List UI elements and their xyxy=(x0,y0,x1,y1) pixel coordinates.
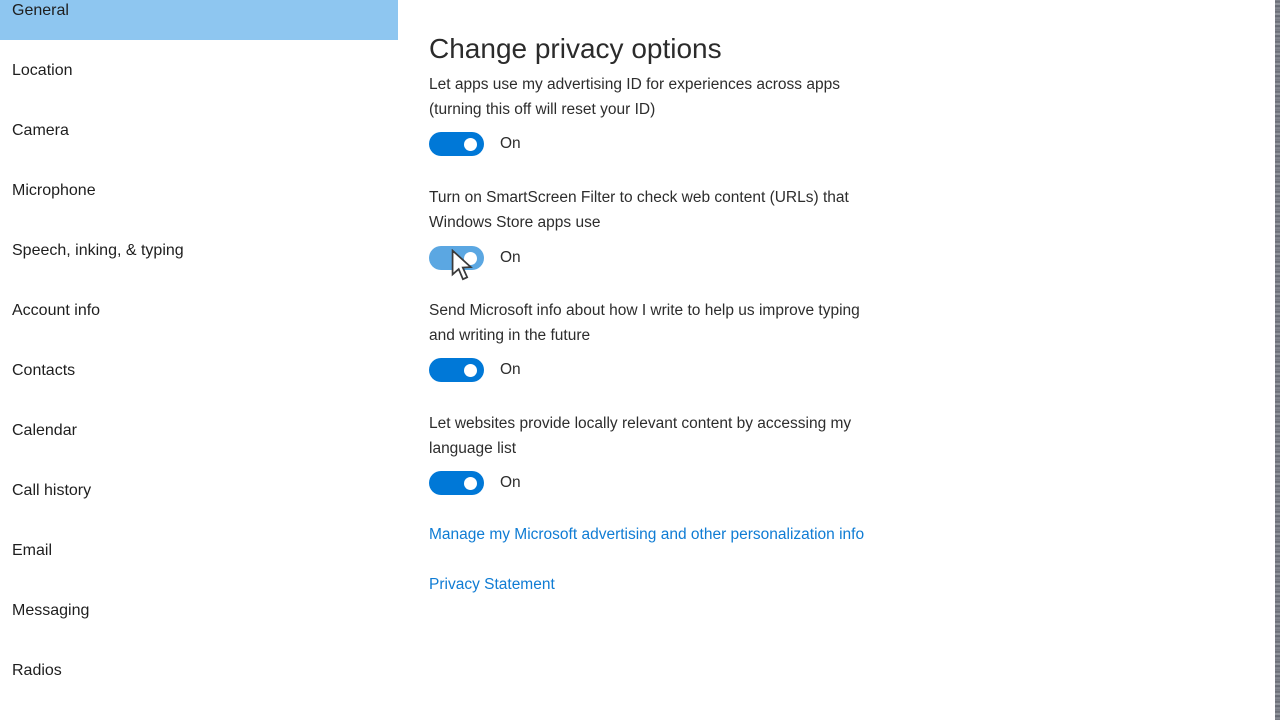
smartscreen-toggle-state: On xyxy=(500,249,521,266)
sidebar-item-messaging[interactable] xyxy=(0,600,398,640)
sidebar-item-label: Microphone xyxy=(12,182,96,199)
sidebar-item-email[interactable] xyxy=(0,540,398,580)
privacy-general-content xyxy=(429,0,1129,720)
sidebar-item-calendar[interactable] xyxy=(0,420,398,460)
sidebar-item-label: Account info xyxy=(12,302,101,319)
sidebar-item-label: General xyxy=(12,2,69,19)
setting-smartscreen-description: Turn on SmartScreen Filter to check web content (URLs) that xyxy=(429,189,849,206)
sidebar-item-label: Speech, inking, & typing xyxy=(12,242,184,259)
sidebar-item-call-history[interactable] xyxy=(0,480,398,520)
manage-advertising-info-link[interactable]: Manage my Microsoft advertising and other personalization info xyxy=(429,526,865,543)
setting-smartscreen-description: Windows Store apps use xyxy=(429,214,601,231)
typing-info-toggle[interactable] xyxy=(429,358,484,382)
page-title: Change privacy options xyxy=(429,32,722,64)
advertising-id-toggle-state: On xyxy=(500,135,521,152)
toggle-knob xyxy=(464,364,477,377)
setting-language-list-description: language list xyxy=(429,440,517,457)
sidebar-item-location[interactable] xyxy=(0,60,398,100)
smartscreen-toggle[interactable] xyxy=(429,246,484,270)
sidebar-item-label: Messaging xyxy=(12,602,90,619)
sidebar-item-label: Calendar xyxy=(12,422,77,439)
sidebar-item-label: Radios xyxy=(12,662,62,679)
toggle-knob xyxy=(464,477,477,490)
toggle-knob xyxy=(464,252,477,265)
sidebar-item-general[interactable] xyxy=(0,0,398,40)
sidebar-item-label: Email xyxy=(12,542,53,559)
setting-typing-info-description: and writing in the future xyxy=(429,327,591,344)
sidebar-item-label: Contacts xyxy=(12,362,76,379)
sidebar-item-speech-inking-typing[interactable] xyxy=(0,240,398,280)
sidebar-item-account-info[interactable] xyxy=(0,300,398,340)
setting-typing-info-description: Send Microsoft info about how I write to help us improve typing xyxy=(429,302,860,319)
sidebar-item-label: Call history xyxy=(12,482,92,499)
language-list-toggle-state: On xyxy=(500,474,521,491)
privacy-statement-link[interactable]: Privacy Statement xyxy=(429,576,555,593)
setting-language-list-description: Let websites provide locally relevant content by accessing my xyxy=(429,415,852,432)
setting-advertising-id-description: (turning this off will reset your ID) xyxy=(429,101,656,118)
sidebar-item-label: Camera xyxy=(12,122,69,139)
toggle-knob xyxy=(464,138,477,151)
screen-edge-artifact xyxy=(1275,0,1280,720)
sidebar-item-radios[interactable] xyxy=(0,660,398,700)
sidebar-item-camera[interactable] xyxy=(0,120,398,160)
typing-info-toggle-state: On xyxy=(500,361,521,378)
language-list-toggle[interactable] xyxy=(429,471,484,495)
privacy-sidebar xyxy=(0,0,398,720)
sidebar-item-contacts[interactable] xyxy=(0,360,398,400)
setting-advertising-id-description: Let apps use my advertising ID for experiences across apps xyxy=(429,76,840,93)
advertising-id-toggle[interactable] xyxy=(429,132,484,156)
sidebar-item-label: Location xyxy=(12,62,73,79)
sidebar-item-microphone[interactable] xyxy=(0,180,398,220)
